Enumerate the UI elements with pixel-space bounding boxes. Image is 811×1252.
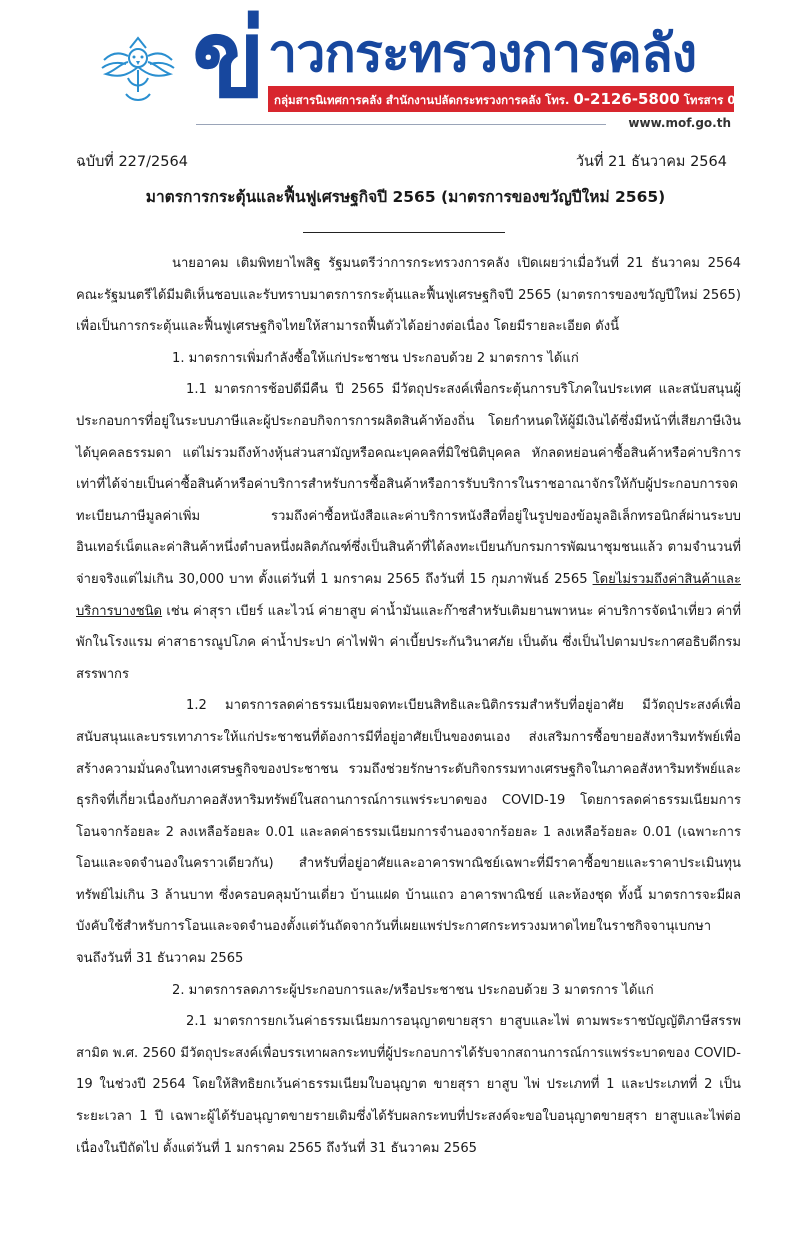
item-1-1-text-a: 1.1 มาตรการช้อปดีมีคืน ปี 2565 มีวัตถุประสงค์เพื่อกระตุ้นการบริโภคในประเทศ และสนับสนุนผู้ประกอบการที่อยู่ในระบบภาษีและผู้ประกอบกิจการการผลิตสินค้าท้องถิ่น โดยกำหนดให้ผู้มีเงินได้ซึ่งมีหน้าที่เสียภาษีเงินได้บุคคลธรรมดา แต่ไม่รวมถึงห้างหุ้นส่วนสามัญหรือคณะบุคคลที่มิใช่นิติบุคคล หักลดหย่อนค่าซื้อสินค้าหรือค่าบริการเท่าที่ได้จ่ายเป็นค่าซื้อสินค้าหรือค่าบริการสำหรับการซื้อสินค้าหรือการรับบริการในราชอาณาจักรให้กับผู้ประกอบการจดทะเบียนภาษีมูลค่าเพิ่ม รวมถึงค่าซื้อหนังสือและค่าบริการหนังสือที่อยู่ในรูปของข้อมูลอิเล็กทรอนิกส์ผ่านระบบอินเทอร์เน็ตและค่าสินค้าหนึ่งตำบลหนึ่งผลิตภัณฑ์ซึ่งเป็นสินค้าที่ได้ลงทะเบียนกับกรมการพัฒนาชุมชนแล้ว ตามจำนวนที่จ่ายจริงแต่ไม่เกิน 30,000 บาท ตั้งแต่วันที่ 1 มกราคม 2565 ถึงวันที่ 15 กุมภาพันธ์ 2565 bbox=[76, 382, 741, 587]
item-2-1-paragraph: 2.1 มาตรการยกเว้นค่าธรรมเนียมการอนุญาตขายสุรา ยาสูบและไพ่ ตามพระราชบัญญัติภาษีสรรพสามิต พ.ศ. 2560 มีวัตถุประสงค์เพื่อบรรเทาผลกระทบที่ผู้ประกอบการได้รับจากสถานการณ์การแพร่ระบาดของ COVID-19 ในช่วงปี 2564 โดยให้สิทธิยกเว้นค่าธรรมเนียมใบอนุญาต ขายสุรา ยาสูบ ไพ่ ประเภทที่ 1 และประเภทที่ 2 เป็นระยะเวลา 1 ปี เฉพาะผู้ได้รับอนุญาตขายรายเดิมซึ่งได้รับผลกระทบที่ประสงค์จะขอใบอนุญาตขายสุรา ยาสูบและไพ่ต่อเนื่องในปีถัดไป ตั้งแต่วันที่ 1 มกราคม 2565 ถึงวันที่ 31 ธันวาคม 2565 bbox=[76, 1014, 741, 1156]
title-underline bbox=[303, 232, 505, 233]
fax-number: 0-2273-9763 bbox=[727, 93, 809, 107]
masthead-title: าวกระทรวงการคลัง bbox=[268, 24, 697, 84]
article-body bbox=[76, 248, 741, 1164]
section-1-heading: 1. มาตรการเพิ่มกำลังซื้อให้แก่ประชาชน ประกอบด้วย 2 มาตรการ ได้แก่ bbox=[172, 350, 579, 366]
section-2-heading: 2. มาตรการลดภาระผู้ประกอบการและ/หรือประชาชน ประกอบด้วย 3 มาตรการ ได้แก่ bbox=[172, 982, 654, 998]
phone-number: 0-2126-5800 bbox=[573, 90, 680, 108]
item-1-1-underlined: โดยไม่รวมถึงค่าสินค้าและบริการบางชนิด bbox=[76, 571, 741, 619]
contact-bar bbox=[268, 86, 809, 112]
issue-number: ฉบับที่ 227/2564 bbox=[76, 154, 188, 170]
issue-date: วันที่ 21 ธันวาคม 2564 bbox=[575, 154, 727, 170]
item-1-1-paragraph bbox=[76, 374, 741, 690]
website-link[interactable]: www.mof.go.th bbox=[628, 116, 731, 130]
divider bbox=[196, 124, 606, 125]
masthead-initial: ข่ bbox=[192, 0, 262, 122]
intro-paragraph: นายอาคม เติมพิทยาไพสิฐ รัฐมนตรีว่าการกระทรวงการคลัง เปิดเผยว่าเมื่อวันที่ 21 ธันวาคม 2564 คณะรัฐมนตรีได้มีมติเห็นชอบและรับทราบมาตรการกระตุ้นและฟื้นฟูเศรษฐกิจปี 2565 (มาตรการของขวัญปีใหม่ 2565) เพื่อเป็นการกระตุ้นและฟื้นฟูเศรษฐกิจไทยให้สามารถฟื้นตัวได้อย่างต่อเนื่อง โดยมีรายละเอียด ดังนี้ bbox=[76, 256, 741, 335]
office-line: กลุ่มสารนิเทศการคลัง สำนักงานปลัดกระทรวงการคลัง โทร. bbox=[274, 93, 570, 107]
item-1-1-text-b: เช่น ค่าสุรา เบียร์ และไวน์ ค่ายาสูบ ค่าน้ำมันและก๊าซสำหรับเติมยานพาหนะ ค่าบริการจัดนำเที่ยว ค่าที่พักในโรงแรม ค่าสาธารณูปโภค ค่าน้ำประปา ค่าไฟฟ้า ค่าเบี้ยประกันวินาศภัย เป็นต้น ซึ่งเป็นไปตามประกาศอธิบดีกรมสรรพากร bbox=[76, 603, 741, 682]
fax-label: โทรสาร bbox=[683, 93, 724, 107]
garuda-emblem-icon bbox=[98, 30, 178, 110]
masthead bbox=[0, 0, 811, 140]
page-title: มาตรการกระตุ้นและฟื้นฟูเศรษฐกิจปี 2565 (มาตรการของขวัญปีใหม่ 2565) bbox=[145, 188, 666, 206]
item-1-2-paragraph: 1.2 มาตรการลดค่าธรรมเนียมจดทะเบียนสิทธิและนิติกรรมสำหรับที่อยู่อาศัย มีวัตถุประสงค์เพื่อสนับสนุนและบรรเทาภาระให้แก่ประชาชนที่ต้องการมีที่อยู่อาศัยเป็นของตนเอง ส่งเสริมการซื้อขายอสังหาริมทรัพย์เพื่อสร้างความมั่นคงในทางเศรษฐกิจของประชาชน รวมถึงช่วยรักษาระดับกิจกรรมทางเศรษฐกิจในภาคอสังหาริมทรัพย์และธุรกิจที่เกี่ยวเนื่องกับภาคอสังหาริมทรัพย์ในสถานการณ์การแพร่ระบาดของ COVID-19 โดยการลดค่าธรรมเนียมการโอนจากร้อยละ 2 ลงเหลือร้อยละ 0.01 และลดค่าธรรมเนียมการจำนองจากร้อยละ 1 ลงเหลือร้อยละ 0.01 (เฉพาะการโอนและจดจำนองในคราวเดียวกัน) สำหรับที่อยู่อาศัยและอาคารพาณิชย์เฉพาะที่มีราคาซื้อขายและราคาประเมินทุนทรัพย์ไม่เกิน 3 ล้านบาท ซึ่งครอบคลุมบ้านเดี่ยว บ้านแฝด บ้านแถว อาคารพาณิชย์ และห้องชุด ทั้งนี้ มาตรการจะมีผลบังคับใช้สำหรับการโอนและจดจำนองตั้งแต่วันถัดจากวันที่เผยแพร่ประกาศกระทรวงมหาดไทยในราชกิจจานุเบกษาจนถึงวันที่ 31 ธันวาคม 2565 bbox=[76, 698, 741, 967]
